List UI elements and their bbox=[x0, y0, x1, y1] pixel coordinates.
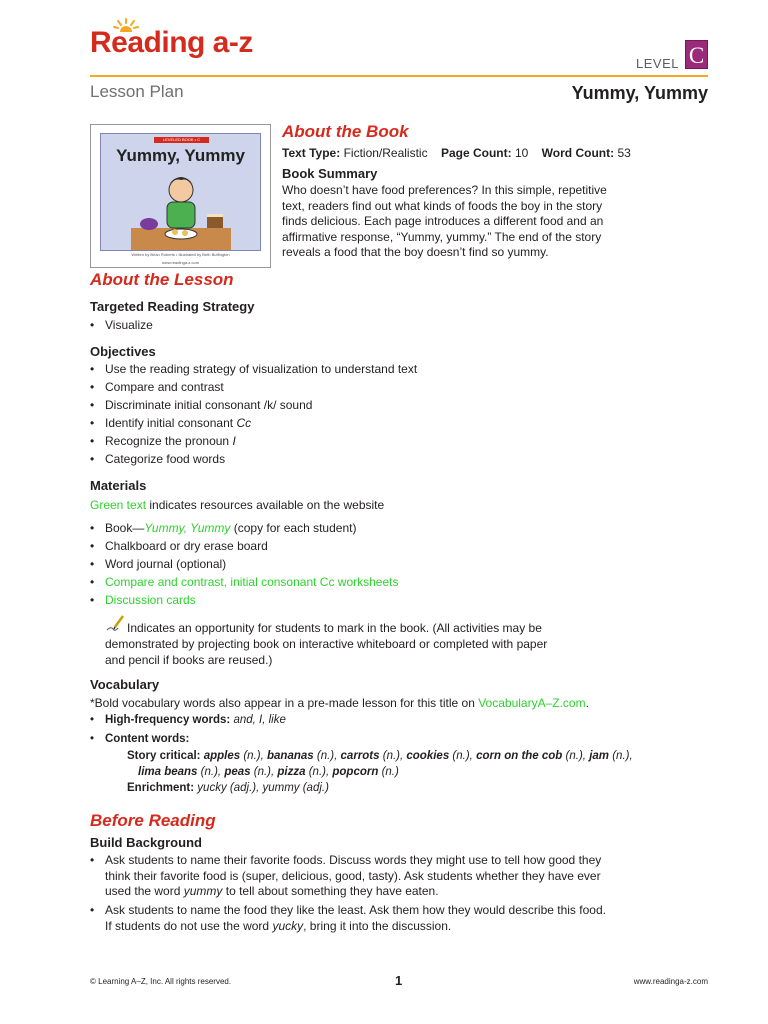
list-item: • Recognize the pronoun I bbox=[90, 434, 236, 448]
objectives-heading: Objectives bbox=[90, 344, 156, 359]
cover-banner: LEVELED BOOK • C bbox=[154, 137, 209, 143]
vocabulary-az-link[interactable]: VocabularyA–Z.com bbox=[478, 696, 586, 710]
text-type-label: Text Type: bbox=[282, 146, 341, 160]
materials-note: Green text indicates resources available on the website bbox=[90, 498, 385, 512]
summary-line: text, readers find out what kinds of foods the boy in the story bbox=[282, 198, 603, 213]
summary-line: reveals a food that the boy doesn’t find so yummy. bbox=[282, 245, 549, 259]
book-summary-text bbox=[282, 183, 607, 261]
summary-line: Who doesn’t have food preferences? In this simple, repetitive bbox=[282, 183, 607, 197]
page-count-label: Page Count: bbox=[440, 146, 512, 160]
worksheets-resource-link[interactable]: Compare and contrast, initial consonant Cc worksheets bbox=[105, 575, 399, 589]
mark-note-line: and pencil if books are reused.) bbox=[105, 653, 273, 667]
about-lesson-heading: About the Lesson bbox=[90, 270, 234, 289]
cover-title: Yummy, Yummy bbox=[116, 146, 245, 165]
vocabulary-note: *Bold vocabulary words also appear in a pre-made lesson for this title on VocabularyA–Z.com. bbox=[90, 696, 589, 710]
list-item: • Book—Yummy, Yummy (copy for each student) bbox=[90, 521, 357, 535]
list-item: • Compare and contrast bbox=[90, 380, 224, 394]
story-critical-line: Story critical: apples (n.), bananas (n.), carrots (n.), cookies (n.), corn on the cob (n.), jam (n.), bbox=[127, 750, 633, 762]
list-item: • Use the reading strategy of visualization to understand text bbox=[90, 362, 418, 376]
summary-line: finds delicious. Each page introduces a different food and an bbox=[282, 214, 604, 228]
header-divider bbox=[90, 75, 708, 77]
book-summary-heading: Book Summary bbox=[282, 166, 378, 181]
level-badge: C bbox=[685, 40, 708, 69]
before-reading-heading: Before Reading bbox=[90, 811, 216, 830]
list-item: • Compare and contrast, initial consonant Cc worksheets bbox=[90, 575, 399, 589]
pencil-mark-icon bbox=[103, 614, 125, 634]
mark-note-line: demonstrated by projecting book on interactive whiteboard or completed with paper bbox=[105, 637, 548, 651]
story-critical-line: lima beans (n.), peas (n.), pizza (n.), popcorn (n.) bbox=[138, 766, 399, 778]
strategy-heading: Targeted Reading Strategy bbox=[90, 299, 255, 314]
list-item: • Ask students to name their favorite foods. Discuss words they might use to tell how good they think their favorite food is (super, delicious, good, tasty). Ask students whether they have ever used the word yummy to tell about something they have eaten. bbox=[90, 853, 602, 898]
list-item: • Identify initial consonant Cc bbox=[90, 416, 252, 430]
about-book-heading: About the Book bbox=[282, 122, 409, 141]
page-number: 1 bbox=[395, 973, 403, 988]
word-count-label: Word Count: bbox=[541, 146, 615, 160]
page-title: Yummy, Yummy bbox=[571, 83, 708, 103]
book-meta bbox=[282, 146, 631, 162]
enrichment-line: Enrichment: yucky (adj.), yummy (adj.) bbox=[127, 782, 329, 794]
word-count-value: 53 bbox=[617, 146, 631, 160]
cover-art bbox=[100, 133, 261, 251]
list-item: • Discussion cards bbox=[90, 593, 196, 607]
content-words-item: • Content words: bbox=[90, 733, 190, 745]
hf-words-item: • High-frequency words: and, I, like bbox=[90, 714, 286, 726]
list-item: • Word journal (optional) bbox=[90, 557, 227, 571]
cover-url: www.readinga-z.com bbox=[161, 260, 200, 265]
materials-list bbox=[90, 521, 399, 611]
list-item: • Chalkboard or dry erase board bbox=[90, 539, 268, 553]
book-resource-link[interactable]: Yummy, Yummy bbox=[144, 521, 231, 535]
list-item: • Discriminate initial consonant /k/ sound bbox=[90, 398, 313, 412]
cover-credit: Written by Brian Roberts • Illustrated by Beth Buffington bbox=[131, 252, 230, 257]
copyright: © Learning A–Z, Inc. All rights reserved. bbox=[90, 977, 232, 986]
level-label: LEVEL bbox=[636, 56, 679, 71]
mark-note-line: Indicates an opportunity for students to mark in the book. (All activities may be bbox=[127, 621, 542, 635]
materials-heading: Materials bbox=[90, 478, 147, 493]
footer-url[interactable]: www.readinga-z.com bbox=[633, 977, 708, 986]
list-item: • Ask students to name the food they like the least. Ask them how they would describe this food. If students do not use the word yucky, bring it into the discussion. bbox=[90, 903, 606, 933]
page-count-value: 10 bbox=[514, 146, 529, 160]
brand-logo: Reading a-z bbox=[90, 26, 253, 59]
vocabulary-heading: Vocabulary bbox=[90, 677, 160, 692]
build-background-heading: Build Background bbox=[90, 835, 202, 850]
boy-eating-illustration bbox=[131, 168, 231, 250]
list-item: • Categorize food words bbox=[90, 452, 226, 466]
objectives-list bbox=[90, 362, 418, 470]
summary-line: affirmative response, “Yummy, yummy.” The end of the story bbox=[282, 229, 602, 244]
text-type-value: Fiction/Realistic bbox=[343, 146, 428, 160]
lesson-plan-label: Lesson Plan bbox=[90, 82, 184, 101]
discussion-cards-resource-link[interactable]: Discussion cards bbox=[105, 593, 196, 607]
list-item: • Visualize bbox=[90, 318, 153, 332]
book-cover-image bbox=[90, 124, 271, 268]
